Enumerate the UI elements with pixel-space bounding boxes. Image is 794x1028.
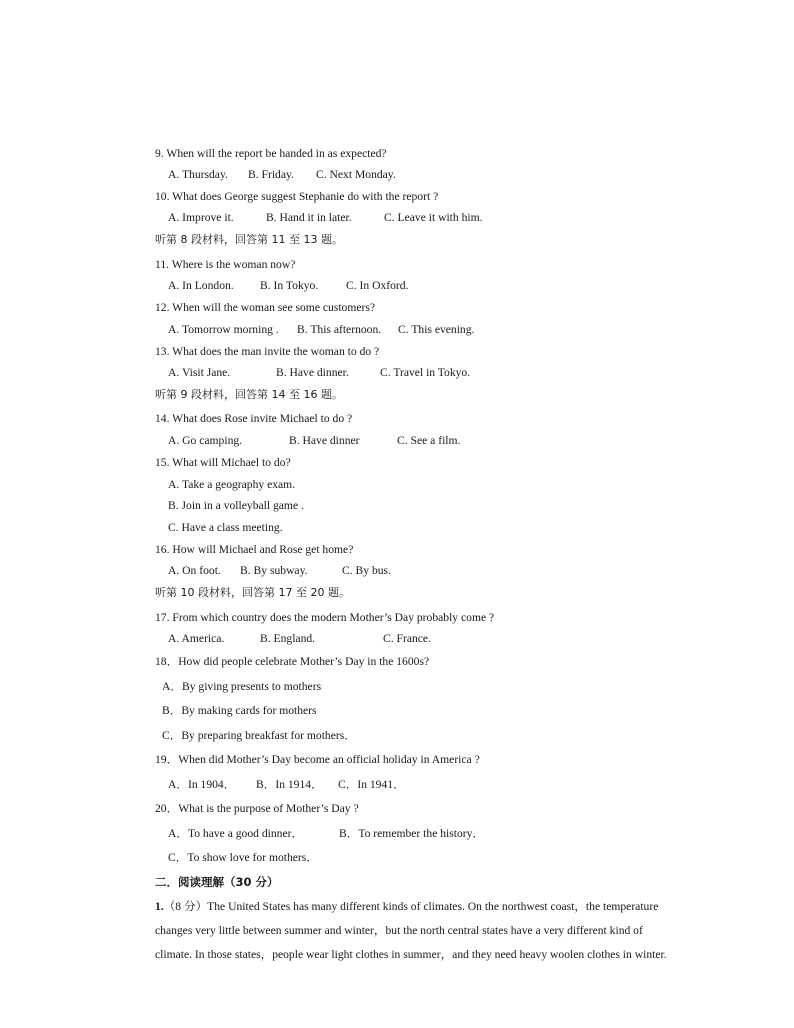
option-16a: A. On foot. bbox=[168, 564, 221, 577]
option-17c: C. France. bbox=[383, 632, 431, 645]
option-18a: A．By giving presents to mothers bbox=[162, 680, 322, 693]
option-11a: A. In London. bbox=[168, 279, 234, 292]
option-13b: B. Have dinner. bbox=[276, 366, 349, 379]
passage-line-1 bbox=[155, 900, 658, 914]
option-9b: B. Friday. bbox=[248, 168, 294, 181]
question-10: 10. What does George suggest Stephanie do with the report ? bbox=[155, 190, 439, 203]
option-15c: C. Have a class meeting. bbox=[168, 521, 283, 534]
option-19a: A．In 1904． bbox=[168, 778, 236, 791]
option-12b: B. This afternoon. bbox=[297, 323, 382, 336]
passage-line-1-text: （8 分）The United States has many different kinds of climates. On the northwest coast，the temperature bbox=[163, 900, 659, 913]
question-11: 11. Where is the woman now? bbox=[155, 258, 296, 271]
section-heading-reading: 二．阅读理解（30 分） bbox=[155, 875, 279, 889]
option-9c: C. Next Monday. bbox=[316, 168, 396, 181]
passage-number: 1. bbox=[155, 900, 164, 913]
option-18c: C．By preparing breakfast for mothers． bbox=[162, 729, 356, 742]
question-16: 16. How will Michael and Rose get home? bbox=[155, 543, 354, 556]
option-13c: C. Travel in Tokyo. bbox=[380, 366, 471, 379]
option-10c: C. Leave it with him. bbox=[384, 211, 483, 224]
option-20a: A．To have a good dinner． bbox=[168, 827, 304, 840]
question-14: 14. What does Rose invite Michael to do ? bbox=[155, 412, 353, 425]
section-instruction-8: 听第 8 段材料，回答第 11 至 13 题。 bbox=[155, 233, 343, 246]
option-11c: C. In Oxford. bbox=[346, 279, 409, 292]
question-15: 15. What will Michael to do? bbox=[155, 456, 291, 469]
option-15b: B. Join in a volleyball game . bbox=[168, 499, 304, 512]
option-19c: C．In 1941． bbox=[338, 778, 405, 791]
option-20c: C．To show love for mothers． bbox=[168, 851, 318, 864]
option-10b: B. Hand it in later. bbox=[266, 211, 352, 224]
option-14c: C. See a film. bbox=[397, 434, 461, 447]
section-instruction-9: 听第 9 段材料，回答第 14 至 16 题。 bbox=[155, 388, 343, 401]
option-17b: B. England. bbox=[260, 632, 316, 645]
option-10a: A. Improve it. bbox=[168, 211, 234, 224]
option-12c: C. This evening. bbox=[398, 323, 475, 336]
option-11b: B. In Tokyo. bbox=[260, 279, 319, 292]
section-instruction-10: 听第 10 段材料，回答第 17 至 20 题。 bbox=[155, 586, 350, 599]
question-20: 20．What is the purpose of Mother’s Day ? bbox=[155, 802, 359, 815]
option-17a: A. America. bbox=[168, 632, 225, 645]
passage-line-2: changes very little between summer and winter，but the north central states have a very different kind of bbox=[155, 924, 643, 937]
option-15a: A. Take a geography exam. bbox=[168, 478, 296, 491]
option-12a: A. Tomorrow morning . bbox=[168, 323, 279, 336]
question-17: 17. From which country does the modern Mother’s Day probably come ? bbox=[155, 611, 495, 624]
question-19: 19．When did Mother’s Day become an official holiday in America ? bbox=[155, 753, 480, 766]
option-14a: A. Go camping. bbox=[168, 434, 243, 447]
option-14b: B. Have dinner bbox=[289, 434, 360, 447]
option-16c: C. By bus. bbox=[342, 564, 391, 577]
option-9a: A. Thursday. bbox=[168, 168, 228, 181]
question-12: 12. When will the woman see some customers? bbox=[155, 301, 376, 314]
option-19b: B．In 1914． bbox=[256, 778, 323, 791]
option-20b: B．To remember the history． bbox=[339, 827, 485, 840]
option-18b: B．By making cards for mothers bbox=[162, 704, 317, 717]
option-13a: A. Visit Jane. bbox=[168, 366, 231, 379]
question-13: 13. What does the man invite the woman to do ? bbox=[155, 345, 380, 358]
option-16b: B. By subway. bbox=[240, 564, 308, 577]
question-9: 9. When will the report be handed in as expected? bbox=[155, 147, 387, 160]
passage-line-3: climate. In those states，people wear light clothes in summer，and they need heavy woolen clothes in winter. bbox=[155, 948, 667, 961]
question-18: 18．How did people celebrate Mother’s Day in the 1600s? bbox=[155, 655, 430, 668]
